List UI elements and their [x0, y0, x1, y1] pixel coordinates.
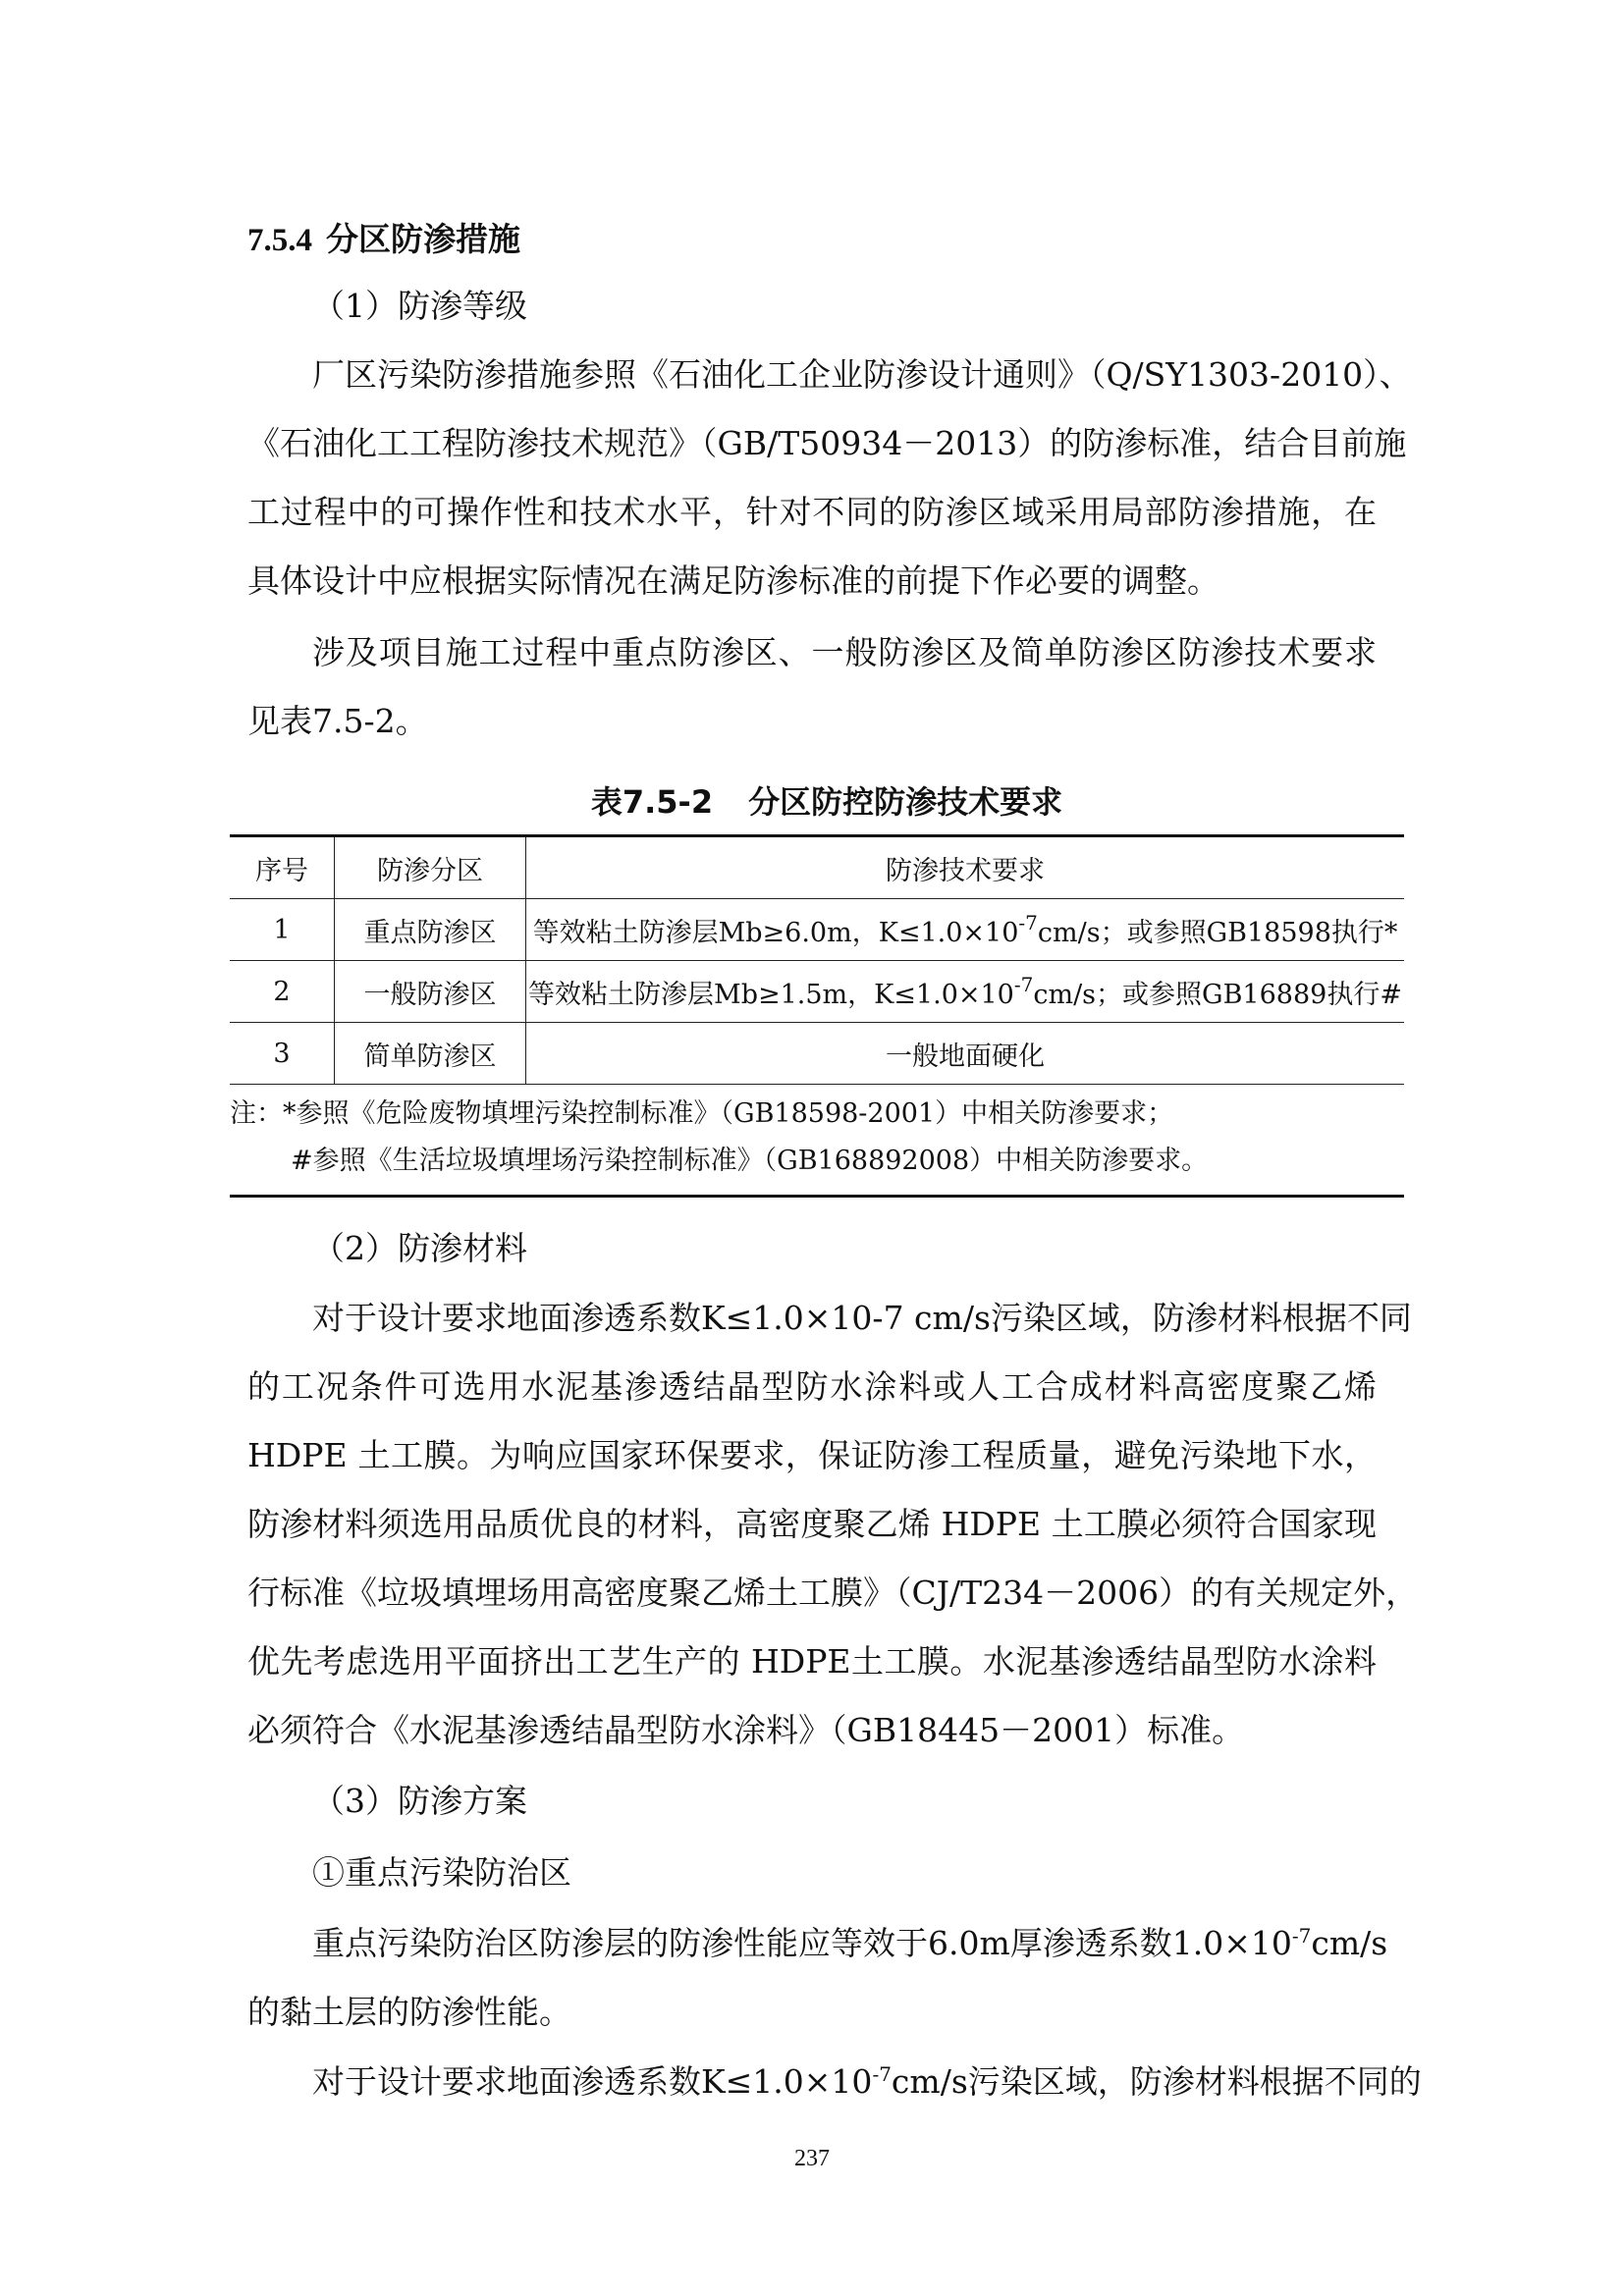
- table-caption: [247, 777, 1406, 823]
- paragraph-line: 涉及项目施工过程中重点防渗区、一般防渗区及简单防渗区防渗技术要求: [312, 633, 1377, 671]
- paragraph-line: 对于设计要求地面渗透系数$K\le 1.0\times 10^{-7}cm/s$污染区域，防渗材料根据不同的: [312, 2062, 1422, 2101]
- cell-no: 1: [230, 899, 335, 961]
- subheading-3: （3）防渗方案: [312, 1782, 527, 1820]
- paragraph-line: 见表7.5-2。: [247, 702, 428, 740]
- zone-requirements-table: [230, 834, 1404, 1198]
- paragraph-line: 具体设计中应根据实际情况在满足防渗标准的前提下作必要的调整。: [247, 561, 1219, 600]
- paragraph-line: 的黏土层的防渗性能。: [247, 1993, 571, 2031]
- cell-zone: 简单防渗区: [335, 1023, 526, 1085]
- sub-subheading: ①重点污染防治区: [312, 1853, 571, 1892]
- paragraph-line: 工过程中的可操作性和技术水平，针对不同的防渗区域采用局部防渗措施，在: [247, 493, 1377, 531]
- header-zone: 防渗分区: [335, 836, 526, 899]
- paragraph-line: 厂区污染防渗措施参照《石油化工企业防渗设计通则》（Q/SY1303-2010）、: [312, 355, 1412, 394]
- cell-no: 2: [230, 961, 335, 1023]
- table-note-2: #参照《生活垃圾填埋场污染控制标准》（GB168892008）中相关防渗要求。: [291, 1146, 1209, 1176]
- paragraph-line: 防渗材料须选用品质优良的材料，高密度聚乙烯 HDPE 土工膜必须符合国家现: [247, 1505, 1377, 1543]
- table-notes-row: [230, 1085, 1404, 1197]
- cell-no: 3: [230, 1023, 335, 1085]
- table-notes: [230, 1085, 1404, 1197]
- table-caption-number: 表7.5-2: [590, 783, 714, 821]
- section-heading: [247, 214, 520, 260]
- paragraph-line: 优先考虑选用平面挤出工艺生产的 HDPE土工膜。水泥基渗透结晶型防水涂料: [247, 1642, 1377, 1681]
- cell-requirement: 等效粘土防渗层Mb≥6.0m，$K\le 1.0\times 10^{-7}cm/s$；或参照GB18598执行*: [526, 899, 1405, 961]
- paragraph-line: 行标准《垃圾填埋场用高密度聚乙烯土工膜》（CJ/T234－2006）的有关规定外，: [247, 1574, 1419, 1612]
- paragraph-line: 重点污染防治区防渗层的防渗性能应等效于6.0m厚渗透系数$1.0\times 10^{-7}cm/s$: [312, 1924, 1388, 1962]
- paragraph-line: HDPE 土工膜。为响应国家环保要求，保证防渗工程质量，避免污染地下水，: [247, 1436, 1377, 1474]
- table-header-row: [230, 836, 1404, 899]
- page-number: 237: [794, 2146, 830, 2171]
- paragraph-line: 必须符合《水泥基渗透结晶型防水涂料》（GB18445－2001）标准。: [247, 1711, 1245, 1749]
- table-row: [230, 1023, 1404, 1085]
- table-caption-title: 分区防控防渗技术要求: [748, 783, 1063, 821]
- cell-zone: 一般防渗区: [335, 961, 526, 1023]
- section-title: 分区防渗措施: [326, 220, 520, 258]
- cell-requirement: 等效粘土防渗层Mb≥1.5m，$K\le 1.0\times 10^{-7}cm/s$；或参照GB16889执行#: [526, 961, 1405, 1023]
- cell-requirement: 一般地面硬化: [526, 1023, 1405, 1085]
- subheading-2: （2）防渗材料: [312, 1229, 527, 1267]
- cell-zone: 重点防渗区: [335, 899, 526, 961]
- section-number: 7.5.4: [247, 223, 312, 258]
- table-row: [230, 961, 1404, 1023]
- table-row: [230, 899, 1404, 961]
- paragraph-line: 对于设计要求地面渗透系数K≤1.0×10-7 cm/s污染区域，防渗材料根据不同: [312, 1299, 1412, 1337]
- header-no: 序号: [230, 836, 335, 899]
- paragraph-line: 《石油化工工程防渗技术规范》（GB/T50934－2013）的防渗标准，结合目前施: [247, 424, 1407, 462]
- paragraph-line: 的工况条件可选用水泥基渗透结晶型防水涂料或人工合成材料高密度聚乙烯: [247, 1367, 1377, 1406]
- subheading-1: （1）防渗等级: [312, 287, 527, 325]
- header-requirement: 防渗技术要求: [526, 836, 1405, 899]
- table-note-1: 注：*参照《危险废物填埋污染控制标准》（GB18598-2001）中相关防渗要求；: [230, 1098, 1174, 1129]
